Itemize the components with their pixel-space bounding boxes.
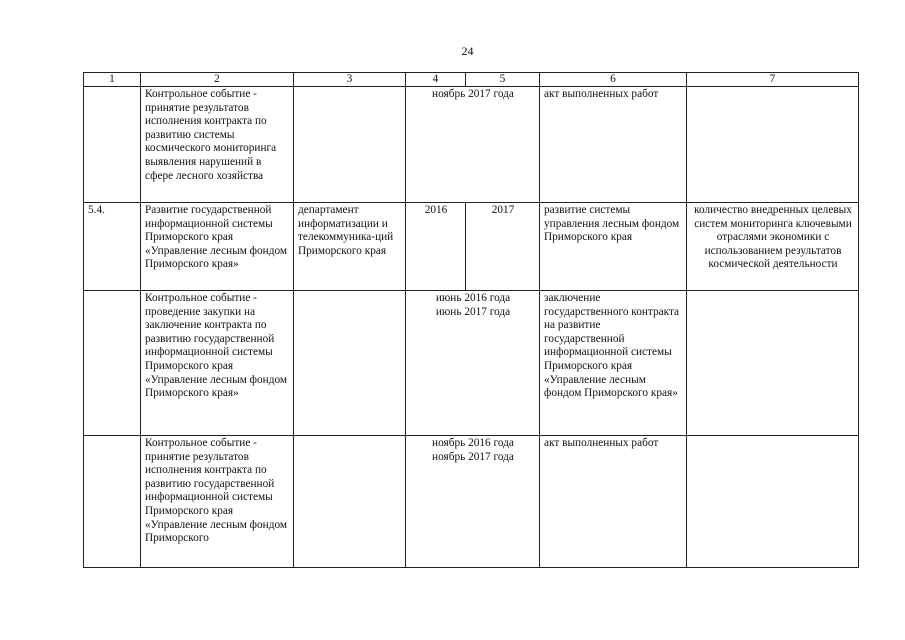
column-header: 7	[687, 73, 859, 87]
table-row	[84, 203, 859, 291]
executor-cell: департамент информатизации и телекоммуника-ций Приморского края	[294, 203, 406, 291]
plan-table	[83, 72, 859, 568]
date-line: ноябрь 2016 года	[432, 437, 514, 449]
dates-cell: ноябрь 2017 года	[406, 87, 540, 203]
row-number-cell	[84, 87, 141, 203]
executor-cell	[294, 291, 406, 436]
table-row	[84, 436, 859, 568]
executor-cell	[294, 436, 406, 568]
indicator-cell	[687, 436, 859, 568]
indicator-cell	[687, 87, 859, 203]
start-year-cell: 2016	[406, 203, 466, 291]
row-number-cell: 5.4.	[84, 203, 141, 291]
event-cell: Развитие государственной информационной системы Приморского края «Управление лесным фондом Приморского края»	[141, 203, 294, 291]
column-header: 3	[294, 73, 406, 87]
dates-cell	[406, 436, 540, 568]
indicator-cell: количество внедренных целевых систем мониторинга ключевыми отраслями экономики с использованием результатов космической деятельности	[687, 203, 859, 291]
event-text: Контрольное событие - принятие результатов исполнения контракта по развитию государственной информационной системы Приморского края «Управление лесным фондом Приморского	[145, 437, 288, 545]
event-cell: Контрольное событие - проведение закупки на заключение контракта по развитию государственной информационной системы Приморского края «Управление лесным фондом Приморского края»	[141, 291, 294, 436]
header-row	[84, 73, 859, 87]
event-cell	[141, 436, 294, 568]
column-header: 1	[84, 73, 141, 87]
end-year-cell: 2017	[466, 203, 540, 291]
result-cell: заключение государственного контракта на развитие государственной информационной системы Приморского края «Управление лесным фондом Приморского края»	[540, 291, 687, 436]
result-cell: акт выполненных работ	[540, 436, 687, 568]
result-cell: акт выполненных работ	[540, 87, 687, 203]
column-header: 5	[466, 73, 540, 87]
page-number: 24	[461, 44, 474, 58]
executor-cell	[294, 87, 406, 203]
dates-cell	[406, 291, 540, 436]
date-line: июнь 2017 года	[435, 305, 511, 318]
table-row	[84, 291, 859, 436]
date-line: июнь 2016 года	[435, 292, 511, 304]
event-cell: Контрольное событие - принятие результатов исполнения контракта по развитию системы космического мониторинга выявления нарушений в сфере лесного хозяйства	[141, 87, 294, 203]
table-row	[84, 87, 859, 203]
row-number-cell	[84, 436, 141, 568]
row-number-cell	[84, 291, 141, 436]
result-cell: развитие системы управления лесным фондом Приморского края	[540, 203, 687, 291]
date-line: ноябрь 2017 года	[432, 450, 514, 463]
column-header: 4	[406, 73, 466, 87]
column-header: 6	[540, 73, 687, 87]
indicator-cell	[687, 291, 859, 436]
column-header: 2	[141, 73, 294, 87]
